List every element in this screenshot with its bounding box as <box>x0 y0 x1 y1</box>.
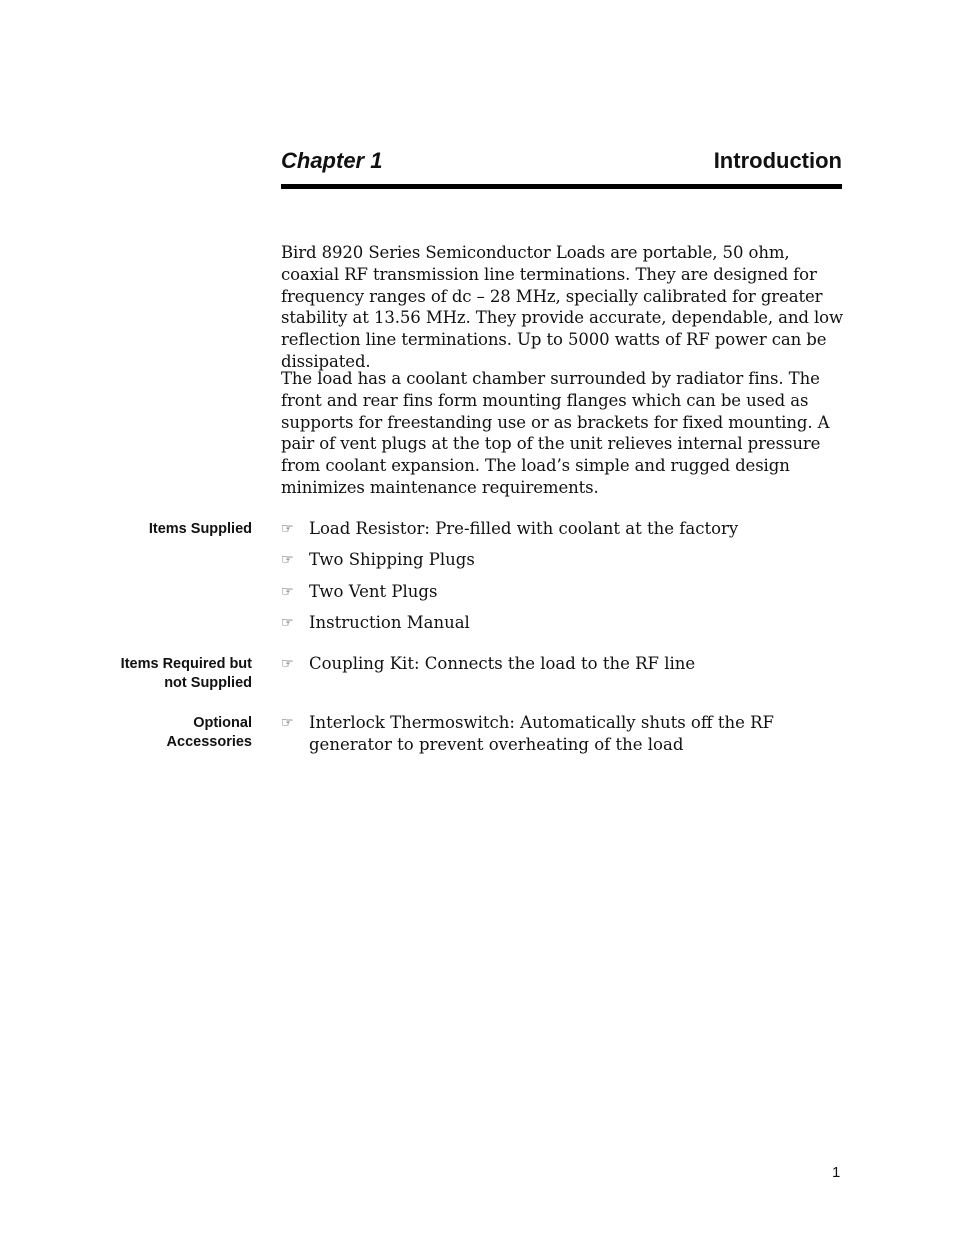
pointing-hand-icon: ☞ <box>281 656 294 672</box>
optional-accessories-heading: Optional Accessories <box>166 715 252 750</box>
pointing-hand-icon: ☞ <box>281 615 294 631</box>
intro-paragraph-2: The load has a coolant chamber surrounded by radiator fins. The front and rear fins form mounting flanges which can be used as supports for freestanding use or as brackets for fixed mounting. A pair of vent plugs at the top of the unit relieves internal pressure from coolant expansion. The load’s simple and rugged design minimizes maintenance requirements. <box>281 369 830 497</box>
list-item: ☞ Load Resistor: Pre-filled with coolant at the factory <box>281 519 739 538</box>
chapter-number: Chapter 1 <box>281 148 383 173</box>
chapter-title: Introduction <box>713 148 842 173</box>
list-item: ☞ Interlock Thermoswitch: Automatically shuts off the RF generator to prevent overheating of the load <box>281 713 774 754</box>
items-required-heading: Items Required but not Supplied <box>120 656 252 691</box>
pointing-hand-icon: ☞ <box>281 521 294 537</box>
page-number: 1 <box>832 1164 841 1181</box>
pointing-hand-icon: ☞ <box>281 584 294 600</box>
list-item: ☞ Two Shipping Plugs <box>281 550 475 569</box>
pointing-hand-icon: ☞ <box>281 715 294 731</box>
list-item: ☞ Two Vent Plugs <box>281 582 438 601</box>
items-supplied-heading: Items Supplied <box>148 521 252 537</box>
intro-paragraph-1: Bird 8920 Series Semiconductor Loads are portable, 50 ohm, coaxial RF transmission line terminations. They are designed for frequency ranges of dc – 28 MHz, specially calibrated for greater stability at 13.56 MHz. They provide accurate, dependable, and low reflection line terminations. Up to 5000 watts of RF power can be dissipated. <box>281 243 844 371</box>
list-item: ☞ Instruction Manual <box>281 613 470 632</box>
list-item: ☞ Coupling Kit: Connects the load to the RF line <box>281 654 696 673</box>
pointing-hand-icon: ☞ <box>281 552 294 568</box>
chapter-header <box>281 146 842 189</box>
